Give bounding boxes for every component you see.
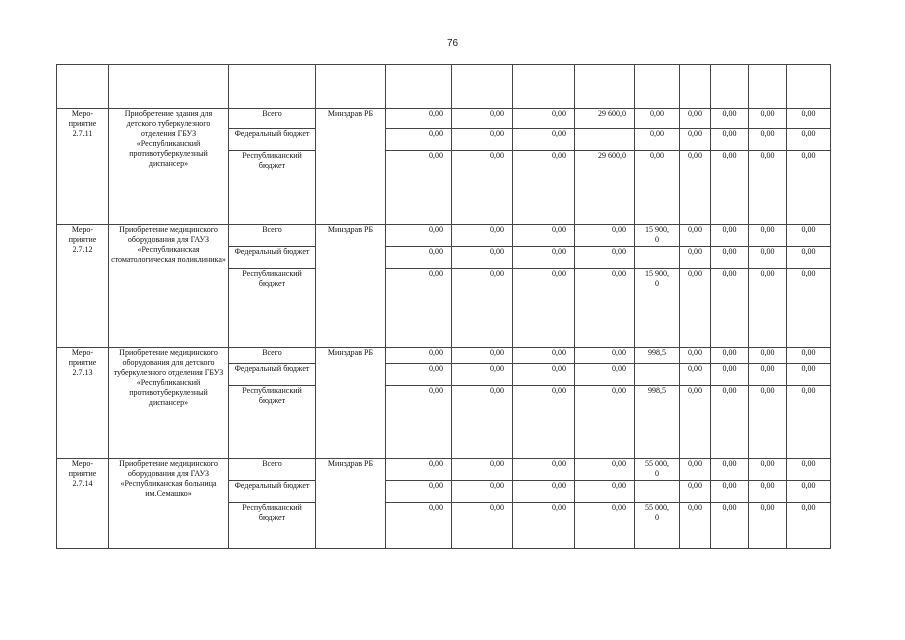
amount-cell: 55 000, 0 — [635, 503, 680, 549]
amount-cell: 0,00 — [386, 364, 452, 386]
amount-cell: 0,00 — [386, 348, 452, 364]
amount-cell: 0,00 — [680, 348, 711, 364]
amount-cell: 0,00 — [680, 459, 711, 481]
funding-source: Федеральный бюджет — [229, 364, 316, 386]
amount-cell: 998,5 — [635, 348, 680, 364]
amount-cell: 0,00 — [711, 481, 749, 503]
header-cell — [680, 65, 711, 109]
amount-cell: 0,00 — [386, 459, 452, 481]
funding-source: Республиканский бюджет — [229, 151, 316, 225]
amount-cell: 0,00 — [513, 109, 575, 129]
amount-cell: 0,00 — [575, 348, 635, 364]
amount-cell: 0,00 — [575, 503, 635, 549]
amount-cell: 0,00 — [680, 386, 711, 459]
measure-name: Приобретение медицинского оборудования для ГАУЗ «Республиканская больница им.Семашко» — [109, 459, 229, 549]
amount-cell: 0,00 — [749, 386, 787, 459]
amount-cell: 0,00 — [680, 503, 711, 549]
header-cell — [635, 65, 680, 109]
amount-cell: 0,00 — [452, 109, 513, 129]
amount-cell: 0,00 — [386, 225, 452, 247]
funding-source: Федеральный бюджет — [229, 247, 316, 269]
amount-cell: 0,00 — [711, 151, 749, 225]
amount-cell: 0,00 — [787, 129, 831, 151]
amount-cell: 55 000, 0 — [635, 459, 680, 481]
amount-cell: 0,00 — [749, 151, 787, 225]
amount-cell: 0,00 — [711, 459, 749, 481]
amount-cell: 0,00 — [711, 269, 749, 348]
amount-cell: 0,00 — [787, 269, 831, 348]
amount-cell: 0,00 — [513, 503, 575, 549]
amount-cell: 0,00 — [575, 481, 635, 503]
amount-cell: 0,00 — [386, 386, 452, 459]
amount-cell: 0,00 — [749, 269, 787, 348]
amount-cell: 0,00 — [787, 247, 831, 269]
executor: Минздрав РБ — [316, 348, 386, 459]
page-number: 76 — [446, 38, 459, 49]
amount-cell: 0,00 — [386, 481, 452, 503]
amount-cell: 0,00 — [513, 225, 575, 247]
amount-cell: 0,00 — [386, 269, 452, 348]
amount-cell: 0,00 — [787, 459, 831, 481]
amount-cell: 0,00 — [386, 247, 452, 269]
funding-source: Федеральный бюджет — [229, 129, 316, 151]
amount-cell: 0,00 — [711, 247, 749, 269]
amount-cell: 0,00 — [575, 225, 635, 247]
header-cell — [452, 65, 513, 109]
amount-cell: 0,00 — [386, 151, 452, 225]
amount-cell: 0,00 — [749, 503, 787, 549]
amount-cell: 0,00 — [680, 225, 711, 247]
amount-cell: 0,00 — [386, 129, 452, 151]
amount-cell: 0,00 — [575, 459, 635, 481]
amount-cell: 0,00 — [711, 364, 749, 386]
amount-cell: 0,00 — [711, 129, 749, 151]
amount-cell: 15 900, 0 — [635, 269, 680, 348]
amount-cell: 0,00 — [711, 225, 749, 247]
funding-source: Всего — [229, 225, 316, 247]
amount-cell: 0,00 — [680, 151, 711, 225]
measure-id: Меро- приятие 2.7.13 — [57, 348, 109, 459]
amount-cell: 0,00 — [749, 481, 787, 503]
amount-cell: 0,00 — [513, 269, 575, 348]
amount-cell: 29 600,0 — [575, 151, 635, 225]
amount-cell: 0,00 — [452, 247, 513, 269]
amount-cell: 0,00 — [711, 109, 749, 129]
funding-source: Республиканский бюджет — [229, 386, 316, 459]
amount-cell: 0,00 — [749, 109, 787, 129]
amount-cell: 0,00 — [680, 269, 711, 348]
amount-cell: 0,00 — [680, 247, 711, 269]
amount-cell: 0,00 — [749, 459, 787, 481]
header-cell — [386, 65, 452, 109]
amount-cell: 0,00 — [513, 386, 575, 459]
amount-cell: 0,00 — [513, 247, 575, 269]
amount-cell: 0,00 — [635, 151, 680, 225]
amount-cell: 0,00 — [787, 503, 831, 549]
funding-source: Всего — [229, 459, 316, 481]
table-row — [57, 348, 831, 364]
amount-cell: 998,5 — [635, 386, 680, 459]
amount-cell: 0,00 — [787, 364, 831, 386]
amount-cell: 0,00 — [513, 129, 575, 151]
amount-cell: 0,00 — [680, 481, 711, 503]
amount-cell: 0,00 — [787, 109, 831, 129]
amount-cell: 0,00 — [452, 364, 513, 386]
header-cell — [787, 65, 831, 109]
table-row — [57, 225, 831, 247]
amount-cell: 0,00 — [513, 459, 575, 481]
header-cell — [57, 65, 109, 109]
header-cell — [575, 65, 635, 109]
amount-cell: 0,00 — [711, 348, 749, 364]
amount-cell — [635, 481, 680, 503]
amount-cell: 0,00 — [575, 364, 635, 386]
header-cell — [749, 65, 787, 109]
amount-cell: 0,00 — [513, 151, 575, 225]
amount-cell: 0,00 — [513, 481, 575, 503]
amount-cell — [635, 364, 680, 386]
header-cell — [316, 65, 386, 109]
funding-source: Федеральный бюджет — [229, 481, 316, 503]
amount-cell: 0,00 — [680, 364, 711, 386]
funding-source: Республиканский бюджет — [229, 269, 316, 348]
amount-cell: 0,00 — [787, 481, 831, 503]
funding-source: Республиканский бюджет — [229, 503, 316, 549]
amount-cell — [575, 129, 635, 151]
table-row — [57, 459, 831, 481]
table-row — [57, 109, 831, 129]
header-row — [57, 65, 831, 109]
amount-cell: 0,00 — [452, 129, 513, 151]
measure-id: Меро- приятие 2.7.11 — [57, 109, 109, 225]
amount-cell: 0,00 — [787, 386, 831, 459]
amount-cell: 0,00 — [680, 109, 711, 129]
amount-cell: 0,00 — [386, 109, 452, 129]
amount-cell: 0,00 — [749, 364, 787, 386]
executor: Минздрав РБ — [316, 109, 386, 225]
amount-cell: 0,00 — [452, 386, 513, 459]
amount-cell: 0,00 — [749, 247, 787, 269]
amount-cell: 0,00 — [635, 129, 680, 151]
header-cell — [513, 65, 575, 109]
amount-cell: 0,00 — [513, 348, 575, 364]
amount-cell: 15 900, 0 — [635, 225, 680, 247]
amount-cell: 0,00 — [513, 364, 575, 386]
executor: Минздрав РБ — [316, 459, 386, 549]
amount-cell: 0,00 — [452, 459, 513, 481]
amount-cell: 0,00 — [452, 151, 513, 225]
header-cell — [711, 65, 749, 109]
amount-cell: 0,00 — [452, 481, 513, 503]
amount-cell: 0,00 — [787, 225, 831, 247]
amount-cell: 0,00 — [575, 247, 635, 269]
amount-cell: 0,00 — [787, 151, 831, 225]
amount-cell: 0,00 — [575, 269, 635, 348]
executor: Минздрав РБ — [316, 225, 386, 348]
funding-source: Всего — [229, 348, 316, 364]
amount-cell: 0,00 — [635, 109, 680, 129]
measure-id: Меро- приятие 2.7.14 — [57, 459, 109, 549]
amount-cell: 0,00 — [749, 129, 787, 151]
amount-cell: 0,00 — [749, 348, 787, 364]
amount-cell: 0,00 — [711, 386, 749, 459]
amount-cell: 0,00 — [711, 503, 749, 549]
header-cell — [229, 65, 316, 109]
amount-cell: 0,00 — [575, 386, 635, 459]
measure-name: Приобретение медицинского оборудования для ГАУЗ «Республиканская стоматологическая поликлиника» — [109, 225, 229, 348]
header-cell — [109, 65, 229, 109]
measure-id: Меро- приятие 2.7.12 — [57, 225, 109, 348]
amount-cell — [635, 247, 680, 269]
amount-cell: 0,00 — [680, 129, 711, 151]
measure-name: Приобретение медицинского оборудования для детского туберкулезного отделения ГБУЗ «Республиканский противотуберкулезный диспансер» — [109, 348, 229, 459]
funding-source: Всего — [229, 109, 316, 129]
amount-cell: 0,00 — [452, 269, 513, 348]
amount-cell: 0,00 — [452, 225, 513, 247]
amount-cell: 0,00 — [386, 503, 452, 549]
amount-cell: 0,00 — [749, 225, 787, 247]
amount-cell: 0,00 — [787, 348, 831, 364]
amount-cell: 0,00 — [452, 348, 513, 364]
budget-table — [56, 64, 831, 549]
amount-cell: 0,00 — [452, 503, 513, 549]
amount-cell: 29 600,0 — [575, 109, 635, 129]
measure-name: Приобретение здания для детского туберкулезного отделения ГБУЗ «Республиканский противотуберкулезный диспансер» — [109, 109, 229, 225]
